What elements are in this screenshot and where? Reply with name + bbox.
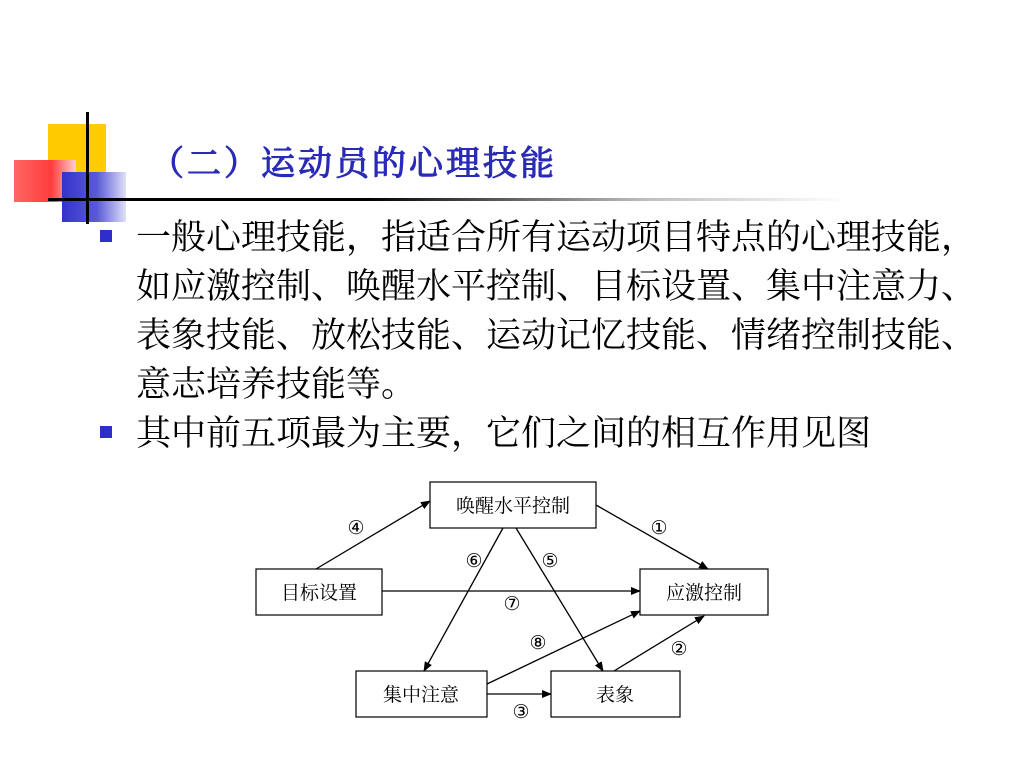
edge-label-1: ① [650, 517, 668, 539]
edge-label-7: ⑦ [503, 593, 521, 615]
node-stress-label: 应激控制 [665, 582, 743, 604]
edge-label-8: ⑧ [529, 632, 547, 654]
node-stress [640, 569, 768, 615]
edge-label-2: ② [670, 638, 688, 660]
bullet-text: 其中前五项最为主要，它们之间的相互作用见图 [136, 414, 872, 454]
node-attention [356, 671, 487, 717]
edge-label-6: ⑥ [465, 550, 483, 572]
edge-label-5: ⑤ [541, 550, 559, 572]
slide-title: （二）运动员的心理技能 [150, 144, 557, 184]
edge-imagery-stress [614, 616, 704, 671]
node-goal [256, 569, 382, 615]
node-arousal [430, 482, 596, 528]
node-imagery [551, 671, 680, 717]
edge-goal-arousal [316, 501, 430, 569]
node-attention-label: 集中注意 [382, 684, 460, 706]
edge-label-4: ④ [347, 517, 365, 539]
edge-arousal-attention [424, 528, 503, 671]
node-imagery-label: 表象 [595, 684, 635, 706]
bullet-text: 一般心理技能，指适合所有运动项目特点的心理技能，如应激控制、唤醒水平控制、目标设置、集中注意力、表象技能、放松技能、运动记忆技能、情绪控制技能、意志培养技能等。 [136, 218, 977, 405]
edge-label-3: ③ [512, 701, 530, 723]
node-goal-label: 目标设置 [280, 582, 358, 604]
node-arousal-label: 唤醒水平控制 [455, 495, 571, 517]
